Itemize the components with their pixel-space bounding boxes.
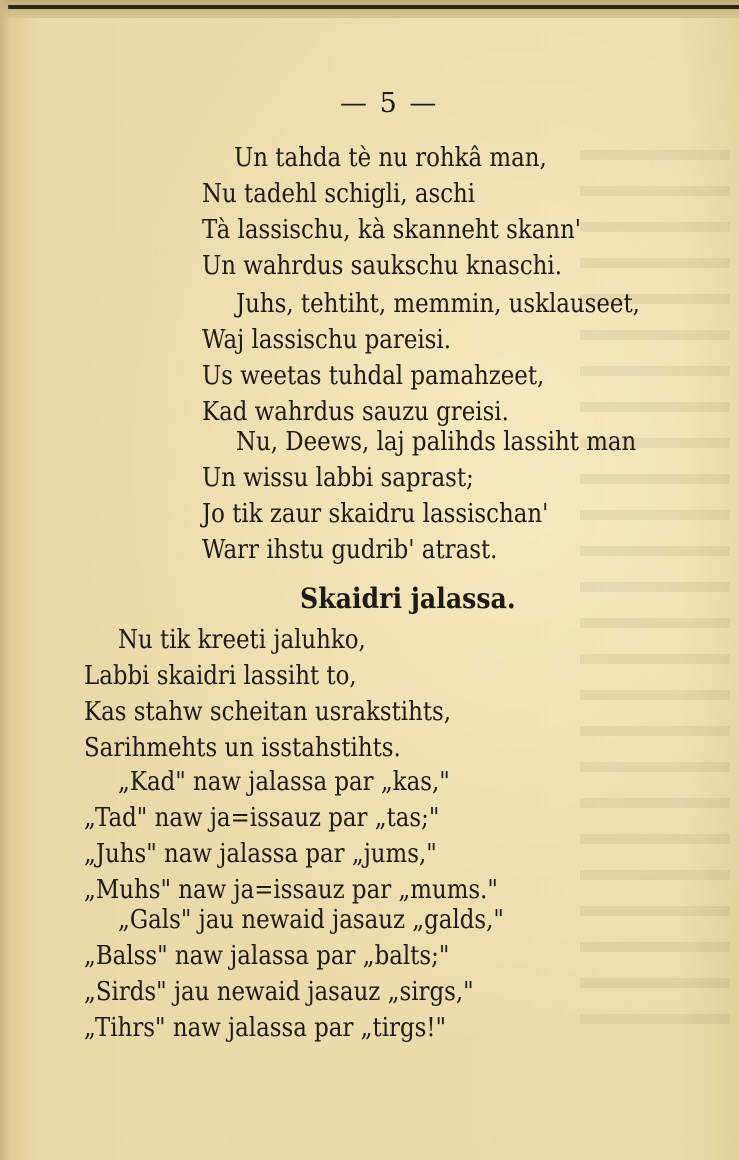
poem-line: „Juhs" naw jalassa par „jums,": [84, 839, 437, 869]
poem-line: Nu tadehl schigli, aschi: [202, 179, 476, 209]
poem-line: Jo tik zaur skaidru lassischan': [202, 499, 549, 529]
page-number: — 5 —: [340, 88, 439, 119]
poem-line: Nu, Deews, laj palihds lassiht man: [236, 427, 637, 457]
poem-line: „Balss" naw jalassa par „balts;": [84, 941, 450, 971]
poem-line: „Tad" naw ja=issauz par „tas;": [84, 803, 440, 833]
poem-line: Un tahda tè nu rohkâ man,: [234, 143, 547, 173]
poem-line: „Kad" naw jalassa par „kas,": [118, 767, 450, 797]
section-heading: Skaidri jalassa.: [300, 582, 516, 615]
poem-line: Un wahrdus saukschu knaschi.: [202, 251, 563, 281]
page-top-edge: [0, 0, 739, 18]
poem-line: „Gals" jau newaid jasauz „galds,": [118, 905, 504, 935]
poem-line: Kad wahrdus sauzu greisi.: [202, 397, 509, 427]
poem-line: Warr ihstu gudrib' atrast.: [202, 535, 498, 565]
poem-line: Us weetas tuhdal pamahzeet,: [202, 361, 545, 391]
poem-line: Labbi skaidri lassiht to,: [84, 661, 357, 691]
poem-line: „Sirds" jau newaid jasauz „sirgs,": [84, 977, 474, 1007]
poem-line: Tà lassischu, kà skanneht skann': [202, 215, 582, 245]
poem-line: Un wissu labbi saprast;: [202, 463, 474, 493]
poem-line: Sarihmehts un isstahstihts.: [84, 733, 401, 763]
poem-line: Juhs, tehtiht, memmin, usklauseet,: [236, 289, 640, 319]
poem-line: Kas stahw scheitan usrakstihts,: [84, 697, 452, 727]
bleed-through-text: [580, 150, 730, 1050]
top-rule: [8, 5, 739, 9]
poem-line: Waj lassischu pareisi.: [202, 325, 452, 355]
poem-line: „Muhs" naw ja=issauz par „mums.": [84, 875, 498, 905]
poem-line: „Tihrs" naw jalassa par „tirgs!": [84, 1013, 447, 1043]
page-left-edge: [0, 0, 10, 1160]
poem-line: Nu tik kreeti jaluhko,: [118, 625, 366, 655]
